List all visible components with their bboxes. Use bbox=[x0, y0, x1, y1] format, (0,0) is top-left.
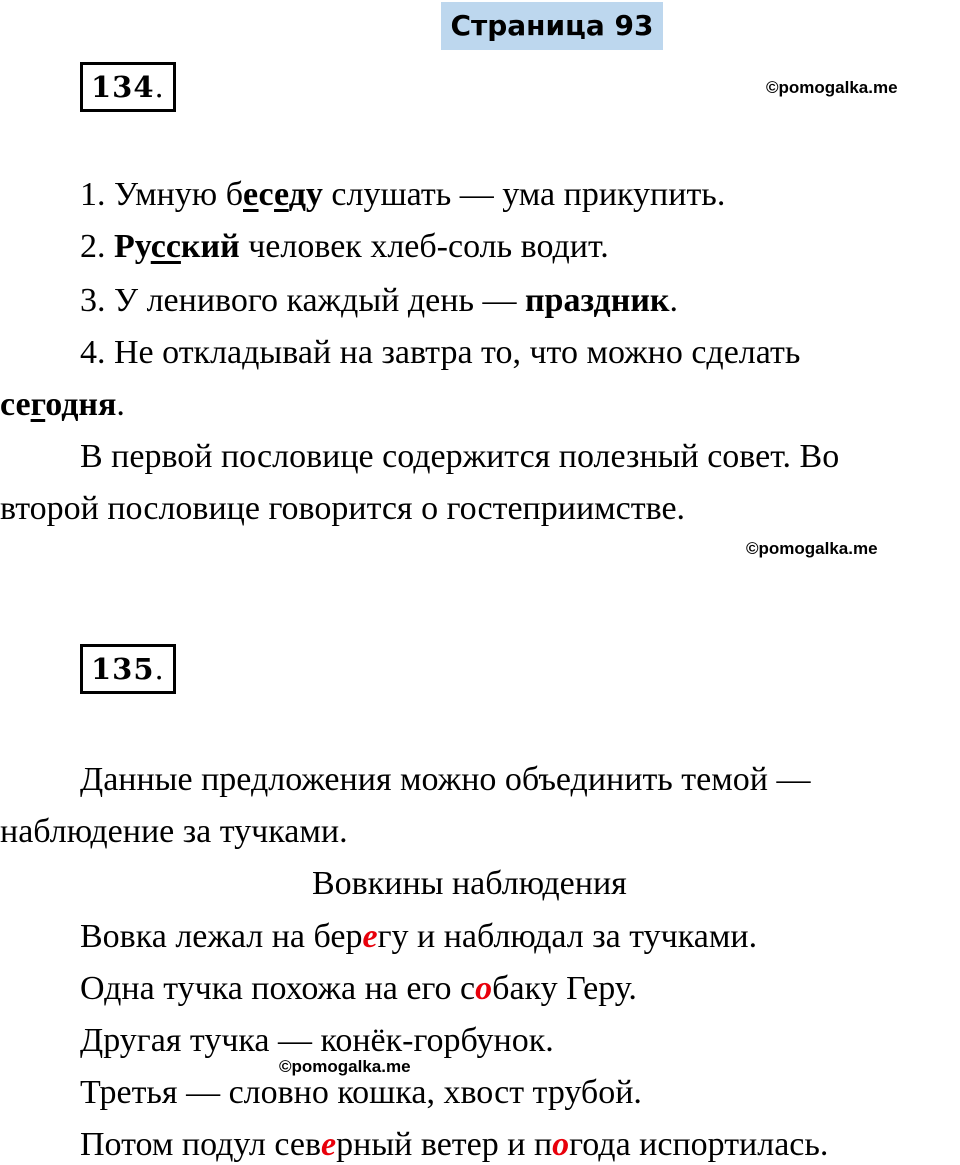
watermark: ©pomogalka.me bbox=[766, 78, 898, 97]
intro-line-2: наблюдение за тучками. bbox=[0, 813, 348, 850]
proverb-3: 3. У ленивого каждый день — праздник. bbox=[80, 282, 679, 319]
story-sentence-2: Одна тучка похожа на его собаку Геру. bbox=[80, 970, 637, 1007]
story-title: Вовкины наблюдения bbox=[312, 865, 627, 902]
exercise-number-dot: . bbox=[154, 70, 165, 104]
watermark: ©pomogalka.me bbox=[746, 539, 878, 558]
proverb-4: 4. Не откладывай на завтра то, что можно сделать bbox=[80, 334, 801, 371]
answer-paragraph-line-1: В первой пословице содержится полезный совет. Во bbox=[80, 438, 840, 475]
proverb-1: 1. Умную беседу слушать — ума прикупить. bbox=[80, 176, 726, 213]
story-sentence-5: Потом подул северный ветер и погода испортилась. bbox=[80, 1126, 829, 1163]
exercise-number-134 bbox=[80, 62, 176, 112]
page-title: Страница 93 bbox=[441, 2, 663, 50]
story-sentence-1: Вовка лежал на берегу и наблюдал за тучками. bbox=[80, 918, 758, 955]
proverb-4-end: сегодня. bbox=[0, 386, 125, 423]
watermark: ©pomogalka.me bbox=[279, 1057, 411, 1076]
exercise-number: 135 bbox=[91, 652, 155, 686]
intro-line-1: Данные предложения можно объединить темой — bbox=[80, 761, 811, 798]
exercise-number: 134 bbox=[91, 70, 155, 104]
proverb-2: 2. Русский человек хлеб-соль водит. bbox=[80, 228, 609, 265]
answer-paragraph-line-2: второй пословице говорится о гостеприимстве. bbox=[0, 490, 686, 527]
story-sentence-4: Третья — словно кошка, хвост трубой. bbox=[80, 1074, 642, 1111]
exercise-number-135 bbox=[80, 644, 176, 694]
exercise-number-dot: . bbox=[154, 652, 165, 686]
story-sentence-3: Другая тучка — конёк-горбунок. bbox=[80, 1022, 554, 1059]
